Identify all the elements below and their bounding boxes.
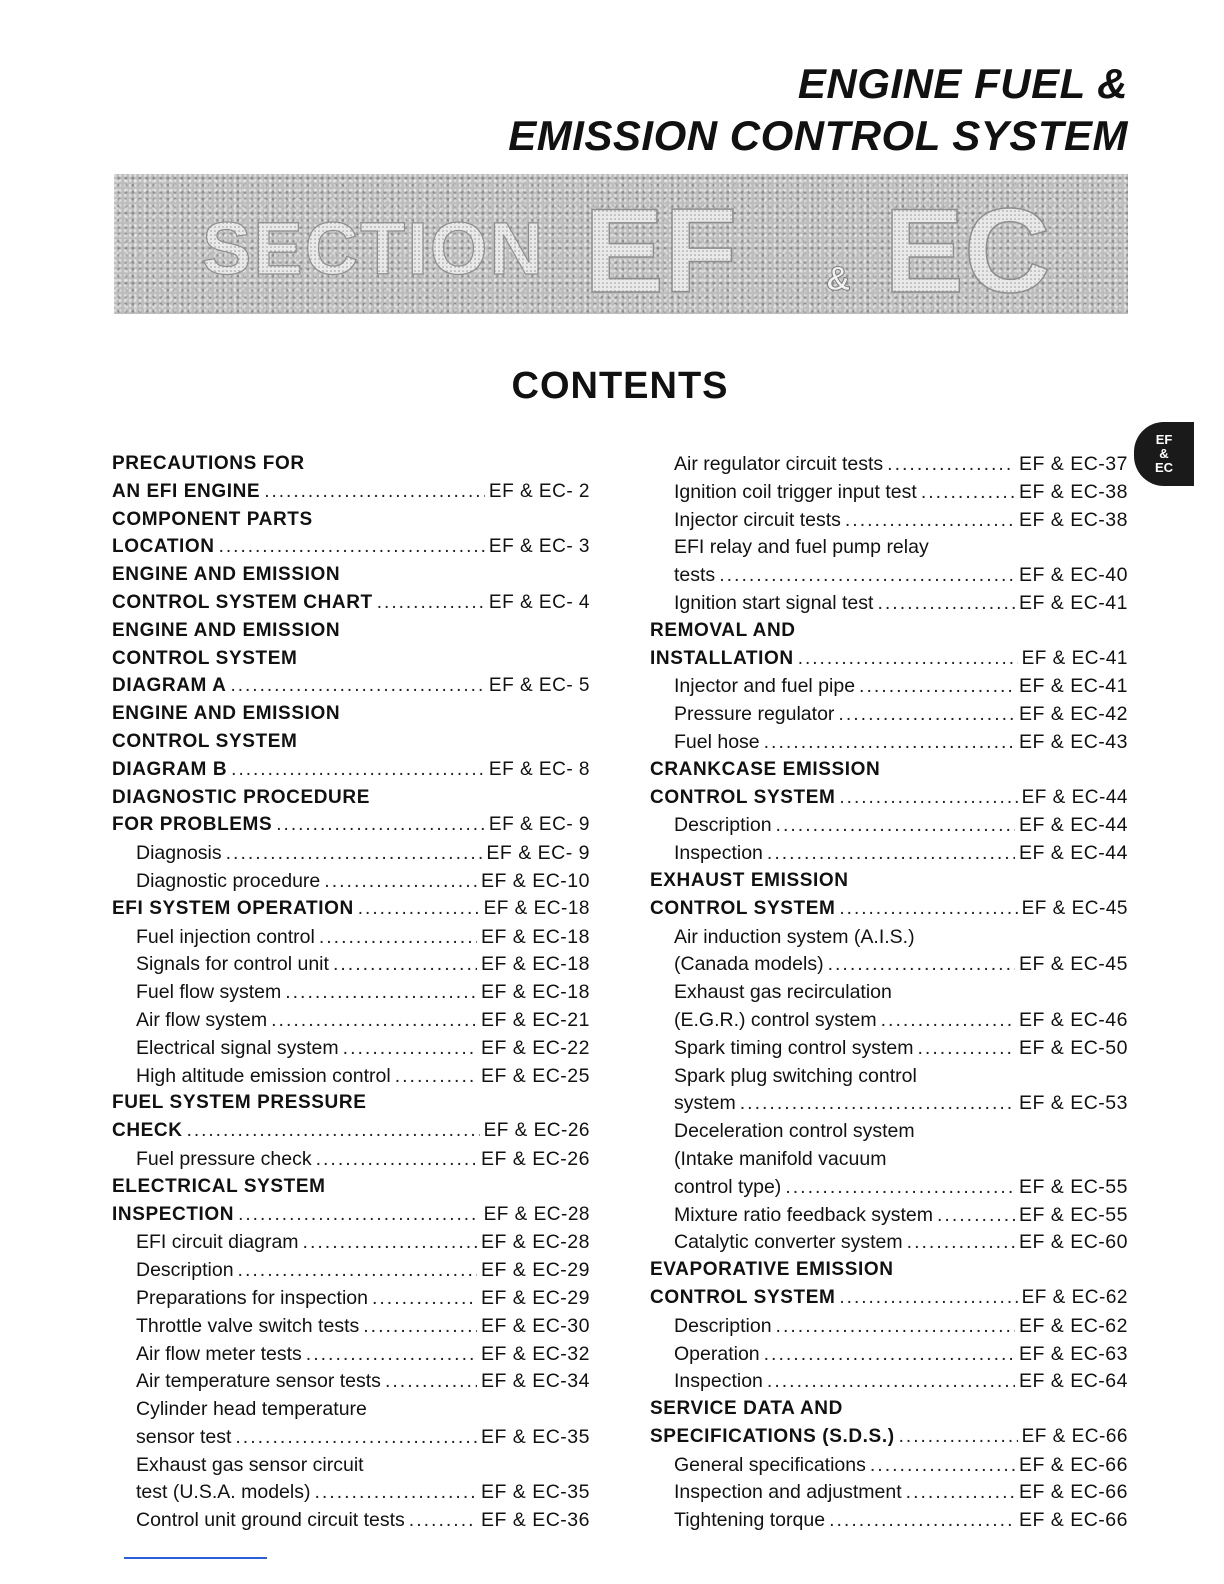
toc-entry xyxy=(650,842,1128,870)
toc-entry-title: Preparations for inspection xyxy=(136,1286,368,1309)
toc-leader-dots xyxy=(839,787,1017,809)
toc-entry xyxy=(112,870,590,898)
toc-leader-dots xyxy=(829,1509,1015,1532)
toc-leader-dots xyxy=(887,453,1015,476)
toc-entry xyxy=(112,953,590,981)
toc-entry-page: EF & EC-35 xyxy=(480,1481,590,1504)
toc-leader-dots xyxy=(907,1231,1015,1254)
toc-entry-title: Mixture ratio feedback system xyxy=(674,1203,934,1226)
toc-entry-page: EF & EC-60 xyxy=(1018,1231,1128,1254)
toc-entry-title: Exhaust gas recirculation xyxy=(674,981,892,1004)
toc-entry-title: Fuel injection control xyxy=(136,925,315,948)
toc-entry-title: FUEL SYSTEM PRESSURE xyxy=(112,1092,367,1114)
toc-entry xyxy=(650,953,1128,981)
toc-leader-dots xyxy=(316,1148,477,1171)
toc-entry-page: EF & EC-45 xyxy=(1018,953,1128,976)
toc-leader-dots xyxy=(764,731,1015,754)
toc-entry xyxy=(650,1370,1128,1398)
toc-entry-title: ENGINE AND EMISSION xyxy=(112,564,341,586)
toc-entry-title: sensor test xyxy=(136,1425,232,1448)
toc-entry-title: PRECAUTIONS FOR xyxy=(112,453,305,474)
toc-entry-title: CONTROL SYSTEM CHART xyxy=(112,591,373,613)
toc-entry xyxy=(650,1065,1128,1093)
toc-entry-title: Description xyxy=(674,1314,772,1337)
toc-entry-page: EF & EC-41 xyxy=(1021,647,1128,669)
toc-entry-title: Throttle valve switch tests xyxy=(136,1314,360,1337)
toc-entry-title: CONTROL SYSTEM xyxy=(650,1286,836,1308)
toc-entry-title: CONTROL SYSTEM xyxy=(650,786,836,808)
toc-entry-page: EF & EC- 5 xyxy=(488,675,590,697)
toc-entry xyxy=(650,1343,1128,1371)
toc-entry-title: Description xyxy=(674,814,772,837)
toc-entry-title: Spark plug switching control xyxy=(674,1064,917,1087)
toc-entry-title: Air induction system (A.I.S.) xyxy=(674,925,915,948)
toc-entry-page: EF & EC-53 xyxy=(1018,1092,1128,1115)
toc-entry xyxy=(650,1287,1128,1315)
contents-heading: CONTENTS xyxy=(511,365,729,407)
toc-leader-dots xyxy=(238,1204,480,1226)
toc-entry-page: EF & EC-66 xyxy=(1018,1481,1128,1504)
toc-entry xyxy=(650,1092,1128,1120)
banner-amp: & xyxy=(826,260,851,298)
toc-entry-page: EF & EC-38 xyxy=(1018,508,1128,531)
toc-entry xyxy=(650,620,1128,648)
toc-entry-page: EF & EC-63 xyxy=(1018,1342,1128,1365)
toc-entry xyxy=(112,759,590,787)
toc-entry-page: EF & EC-22 xyxy=(480,1036,590,1059)
toc-leader-dots xyxy=(899,1426,1018,1448)
toc-entry-page: EF & EC-18 xyxy=(480,981,590,1004)
toc-entry-title: Inspection xyxy=(674,842,763,865)
toc-entry xyxy=(112,787,590,815)
toc-entry-page: EF & EC-44 xyxy=(1018,814,1128,837)
toc-entry xyxy=(112,1259,590,1287)
toc-entry-page: EF & EC-66 xyxy=(1018,1509,1128,1532)
toc-entry xyxy=(650,1231,1128,1259)
toc-leader-dots xyxy=(767,1370,1015,1393)
toc-entry xyxy=(112,898,590,926)
toc-leader-dots xyxy=(764,1343,1015,1366)
toc-entry xyxy=(650,1259,1128,1287)
toc-entry xyxy=(112,703,590,731)
toc-leader-dots xyxy=(343,1037,477,1060)
toc-entry-page: EF & EC-40 xyxy=(1018,564,1128,587)
toc-entry-page: EF & EC-55 xyxy=(1018,1203,1128,1226)
toc-leader-dots xyxy=(838,703,1015,726)
toc-leader-dots xyxy=(187,1120,480,1142)
toc-leader-dots xyxy=(306,1343,477,1366)
toc-entry xyxy=(112,814,590,842)
toc-entry-page: EF & EC- 9 xyxy=(488,814,590,836)
toc-entry xyxy=(112,1037,590,1065)
toc-entry xyxy=(650,870,1128,898)
toc-entry-page: EF & EC-45 xyxy=(1021,897,1128,919)
toc-entry xyxy=(650,1454,1128,1482)
toc-entry-page: EF & EC-26 xyxy=(483,1120,590,1142)
toc-leader-dots xyxy=(271,1009,477,1032)
toc-entry-title: (Intake manifold vacuum xyxy=(674,1147,887,1170)
toc-entry xyxy=(650,509,1128,537)
toc-entry-title: ENGINE AND EMISSION xyxy=(112,619,341,641)
toc-entry-title: Control unit ground circuit tests xyxy=(136,1509,405,1532)
toc-entry xyxy=(650,703,1128,731)
toc-leader-dots xyxy=(918,1037,1015,1060)
toc-entry xyxy=(650,981,1128,1009)
toc-entry xyxy=(112,620,590,648)
toc-entry-title: Air regulator circuit tests xyxy=(674,453,884,475)
toc-leader-dots xyxy=(358,898,480,920)
toc-leader-dots xyxy=(219,536,485,558)
toc-entry-page: EF & EC-34 xyxy=(480,1370,590,1393)
toc-entry-page: EF & EC-35 xyxy=(480,1425,590,1448)
toc-entry-title: (Canada models) xyxy=(674,953,824,976)
toc-leader-dots xyxy=(395,1065,477,1088)
toc-entry xyxy=(112,675,590,703)
toc-entry-page: EF & EC-28 xyxy=(480,1231,590,1254)
toc-entry-title: Air temperature sensor tests xyxy=(136,1370,381,1393)
toc-entry xyxy=(112,1120,590,1148)
toc-entry-title: INSTALLATION xyxy=(650,647,794,669)
toc-entry-page: EF & EC-46 xyxy=(1018,1008,1128,1031)
toc-entry-title: COMPONENT PARTS xyxy=(112,508,313,530)
toc-entry-title: DIAGRAM A xyxy=(112,675,227,697)
toc-entry xyxy=(112,648,590,676)
toc-entry xyxy=(650,1037,1128,1065)
toc-entry xyxy=(112,1398,590,1426)
toc-entry xyxy=(650,1481,1128,1509)
toc-entry-page: EF & EC-41 xyxy=(1018,591,1128,614)
toc-entry-title: SPECIFICATIONS (S.D.S.) xyxy=(650,1425,895,1447)
toc-leader-dots xyxy=(828,953,1015,976)
toc-entry-page: EF & EC-29 xyxy=(480,1259,590,1282)
toc-entry-title: Tightening torque xyxy=(674,1509,826,1532)
toc-entry-page: EF & EC- 3 xyxy=(488,536,590,558)
toc-leader-dots xyxy=(319,926,477,949)
toc-leader-dots xyxy=(238,1259,477,1282)
toc-entry xyxy=(650,1509,1128,1537)
toc-entry-title: Inspection and adjustment xyxy=(674,1481,902,1504)
toc-entry-page: EF & EC-66 xyxy=(1021,1425,1128,1447)
toc-entry-title: Ignition coil trigger input test xyxy=(674,480,917,503)
toc-entry xyxy=(112,842,590,870)
toc-entry-page: EF & EC- 9 xyxy=(486,842,590,865)
toc-entry-page: EF & EC-38 xyxy=(1018,480,1128,503)
toc-leader-dots xyxy=(324,870,477,893)
toc-entry-title: High altitude emission control xyxy=(136,1064,391,1087)
toc-entry-title: CONTROL SYSTEM xyxy=(112,647,298,669)
toc-entry xyxy=(112,1481,590,1509)
toc-entry-title: Air flow system xyxy=(136,1008,268,1031)
toc-leader-dots xyxy=(333,953,477,976)
toc-entry-title: EFI relay and fuel pump relay xyxy=(674,536,929,559)
toc-entry xyxy=(112,981,590,1009)
side-tab-ef: EF xyxy=(1155,432,1173,447)
toc-leader-dots xyxy=(906,1481,1015,1504)
toc-leader-dots xyxy=(226,842,483,865)
toc-entry-page: EF & EC-42 xyxy=(1018,703,1128,726)
toc-entry xyxy=(112,1426,590,1454)
toc-entry-title: DIAGRAM B xyxy=(112,758,228,780)
toc-leader-dots xyxy=(839,898,1017,920)
toc-entry xyxy=(650,787,1128,815)
toc-entry xyxy=(112,1370,590,1398)
toc-entry xyxy=(112,453,590,481)
toc-entry xyxy=(112,1231,590,1259)
toc-leader-dots xyxy=(839,1287,1017,1309)
toc-entry-title: CONTROL SYSTEM xyxy=(112,730,298,752)
toc-entry xyxy=(112,731,590,759)
toc-entry-title: Signals for control unit xyxy=(136,953,329,976)
toc-entry-title: Spark timing control system xyxy=(674,1036,914,1059)
toc-entry-title: EXHAUST EMISSION xyxy=(650,869,849,891)
toc-leader-dots xyxy=(230,675,484,697)
toc-leader-dots xyxy=(859,675,1015,698)
toc-entry xyxy=(112,536,590,564)
toc-entry-page: EF & EC-64 xyxy=(1018,1370,1128,1393)
toc-entry-title: Fuel pressure check xyxy=(136,1147,312,1170)
footer-rule xyxy=(124,1557,267,1559)
toc-entry xyxy=(650,1148,1128,1176)
toc-entry-title: AN EFI ENGINE xyxy=(112,480,261,502)
toc-entry-page: EF & EC-62 xyxy=(1018,1314,1128,1337)
toc-entry xyxy=(650,592,1128,620)
toc-leader-dots xyxy=(719,564,1015,587)
toc-entry-page: EF & EC-44 xyxy=(1018,842,1128,865)
toc-entry xyxy=(112,1148,590,1176)
toc-leader-dots xyxy=(776,814,1015,837)
toc-entry-title: Electrical signal system xyxy=(136,1036,339,1059)
toc-leader-dots xyxy=(314,1481,476,1504)
toc-leader-dots xyxy=(377,592,485,614)
toc-leader-dots xyxy=(372,1287,477,1310)
toc-column-right xyxy=(650,453,1128,1537)
toc-entry-page: EF & EC-29 xyxy=(480,1286,590,1309)
toc-leader-dots xyxy=(285,981,477,1004)
toc-entry xyxy=(650,731,1128,759)
toc-entry xyxy=(112,1287,590,1315)
toc-entry-title: REMOVAL AND xyxy=(650,619,796,641)
side-tab-amp: & xyxy=(1159,446,1169,461)
toc-entry xyxy=(650,1426,1128,1454)
toc-entry-title: tests xyxy=(674,564,716,587)
toc-entry-title: CRANKCASE EMISSION xyxy=(650,758,881,780)
toc-entry xyxy=(112,509,590,537)
toc-entry xyxy=(650,675,1128,703)
toc-entry-title: (E.G.R.) control system xyxy=(674,1008,877,1031)
toc-entry-page: EF & EC-37 xyxy=(1018,453,1128,475)
toc-entry xyxy=(650,481,1128,509)
toc-entry-title: EVAPORATIVE EMISSION xyxy=(650,1259,894,1281)
toc-entry-title: INSPECTION xyxy=(112,1203,235,1225)
toc-entry xyxy=(112,1009,590,1037)
toc-entry-title: Exhaust gas sensor circuit xyxy=(136,1453,364,1476)
toc-entry-title: Description xyxy=(136,1259,234,1282)
toc-entry-title: Air flow meter tests xyxy=(136,1342,302,1365)
toc-entry-title: Diagnostic procedure xyxy=(136,869,321,892)
toc-entry xyxy=(650,926,1128,954)
toc-leader-dots xyxy=(877,592,1015,615)
toc-leader-dots xyxy=(231,759,485,781)
toc-entry xyxy=(650,1120,1128,1148)
toc-entry-title: Fuel hose xyxy=(674,730,760,753)
toc-entry-title: ELECTRICAL SYSTEM xyxy=(112,1175,326,1197)
banner-ec: EC xyxy=(884,184,1051,314)
section-banner xyxy=(114,174,1128,314)
toc-entry xyxy=(112,481,590,509)
toc-entry xyxy=(112,564,590,592)
toc-entry xyxy=(112,1315,590,1343)
toc-entry-title: Operation xyxy=(674,1342,760,1365)
toc-entry-page: EF & EC-28 xyxy=(483,1203,590,1225)
toc-entry-title: system xyxy=(674,1092,736,1115)
toc-entry-title: Deceleration control system xyxy=(674,1120,915,1143)
toc-entry-title: control type) xyxy=(674,1175,782,1198)
toc-entry-page: EF & EC-32 xyxy=(480,1342,590,1365)
title-line-1: ENGINE FUEL & xyxy=(797,60,1128,107)
toc-entry-page: EF & EC-25 xyxy=(480,1064,590,1087)
toc-leader-dots xyxy=(845,509,1015,532)
toc-entry xyxy=(650,1009,1128,1037)
toc-entry-title: FOR PROBLEMS xyxy=(112,814,273,836)
title-line-2: EMISSION CONTROL SYSTEM xyxy=(508,112,1128,159)
toc-entry-title: Pressure regulator xyxy=(674,703,835,726)
toc-entry-title: Ignition start signal test xyxy=(674,591,874,614)
toc-entry xyxy=(112,1092,590,1120)
toc-entry-page: EF & EC-26 xyxy=(480,1147,590,1170)
toc-entry-title: LOCATION xyxy=(112,536,215,558)
toc-leader-dots xyxy=(798,648,1018,670)
toc-leader-dots xyxy=(776,1315,1015,1338)
toc-entry-page: EF & EC-18 xyxy=(483,897,590,919)
toc-entry-page: EF & EC- 4 xyxy=(488,591,590,613)
toc-leader-dots xyxy=(870,1454,1015,1477)
toc-entry xyxy=(650,536,1128,564)
toc-entry-title: Injector and fuel pipe xyxy=(674,675,856,698)
toc-entry-page: EF & EC-41 xyxy=(1018,675,1128,698)
toc-leader-dots xyxy=(385,1370,477,1393)
toc-entry-title: Inspection xyxy=(674,1370,763,1393)
toc-entry-page: EF & EC-55 xyxy=(1018,1175,1128,1198)
toc-entry xyxy=(112,1204,590,1232)
toc-leader-dots xyxy=(785,1176,1015,1199)
toc-leader-dots xyxy=(921,481,1015,504)
toc-entry-page: EF & EC- 2 xyxy=(488,480,590,502)
toc-entry xyxy=(650,1176,1128,1204)
toc-entry-title: Catalytic converter system xyxy=(674,1231,903,1254)
toc-entry-page: EF & EC- 8 xyxy=(488,758,590,780)
toc-entry-title: Diagnosis xyxy=(136,842,222,865)
toc-entry xyxy=(650,648,1128,676)
toc-entry-title: ENGINE AND EMISSION xyxy=(112,703,341,725)
toc-entry-title: DIAGNOSTIC PROCEDURE xyxy=(112,786,370,808)
toc-entry xyxy=(112,1509,590,1537)
section-banner-graphic xyxy=(114,174,1128,314)
toc-column-left xyxy=(112,453,590,1537)
toc-leader-dots xyxy=(881,1009,1015,1032)
toc-entry xyxy=(112,1343,590,1371)
toc-entry-page: EF & EC-36 xyxy=(480,1509,590,1532)
banner-section-word: SECTION xyxy=(202,207,545,290)
toc-entry xyxy=(650,1315,1128,1343)
toc-entry-title: EFI SYSTEM OPERATION xyxy=(112,897,354,919)
toc-entry-page: EF & EC-21 xyxy=(480,1008,590,1031)
toc-entry xyxy=(650,759,1128,787)
toc-entry-page: EF & EC-62 xyxy=(1021,1286,1128,1308)
toc-entry-title: CONTROL SYSTEM xyxy=(650,897,836,919)
toc-entry xyxy=(650,814,1128,842)
toc-entry-title: test (U.S.A. models) xyxy=(136,1481,311,1504)
toc-entry xyxy=(650,1204,1128,1232)
toc-entry-title: Fuel flow system xyxy=(136,981,282,1004)
toc-entry-page: EF & EC-18 xyxy=(480,925,590,948)
toc-entry xyxy=(112,1065,590,1093)
toc-entry-title: Cylinder head temperature xyxy=(136,1398,367,1421)
toc-entry-page: EF & EC-44 xyxy=(1021,786,1128,808)
banner-ef: EF xyxy=(584,184,738,314)
document-title xyxy=(508,58,1128,162)
toc-leader-dots xyxy=(409,1509,477,1532)
toc-entry xyxy=(112,1454,590,1482)
toc-entry xyxy=(650,898,1128,926)
toc-entry xyxy=(650,564,1128,592)
toc-entry xyxy=(112,592,590,620)
section-side-tab xyxy=(1134,422,1194,486)
toc-leader-dots xyxy=(303,1231,477,1254)
toc-entry-title: SERVICE DATA AND xyxy=(650,1398,843,1420)
toc-entry-page: EF & EC-30 xyxy=(480,1314,590,1337)
toc-entry-page: EF & EC-43 xyxy=(1018,730,1128,753)
toc-entry-page: EF & EC-50 xyxy=(1018,1036,1128,1059)
toc-leader-dots xyxy=(264,481,485,503)
toc-leader-dots xyxy=(363,1315,477,1338)
toc-entry-page: EF & EC-10 xyxy=(480,869,590,892)
toc-entry xyxy=(112,1176,590,1204)
toc-leader-dots xyxy=(740,1092,1015,1115)
toc-entry-title: EFI circuit diagram xyxy=(136,1231,299,1254)
toc-leader-dots xyxy=(937,1204,1015,1227)
toc-entry-title: Injector circuit tests xyxy=(674,508,841,531)
toc-entry-page: EF & EC-66 xyxy=(1018,1453,1128,1476)
toc-entry xyxy=(650,453,1128,481)
toc-entry-title: CHECK xyxy=(112,1120,183,1142)
toc-leader-dots xyxy=(767,842,1015,865)
toc-leader-dots xyxy=(235,1426,477,1449)
toc-entry-page: EF & EC-18 xyxy=(480,953,590,976)
toc-entry-title: General specifications xyxy=(674,1453,866,1476)
side-tab-ec: EC xyxy=(1154,460,1174,475)
toc-entry xyxy=(650,1398,1128,1426)
toc-entry xyxy=(112,926,590,954)
toc-leader-dots xyxy=(276,814,485,836)
